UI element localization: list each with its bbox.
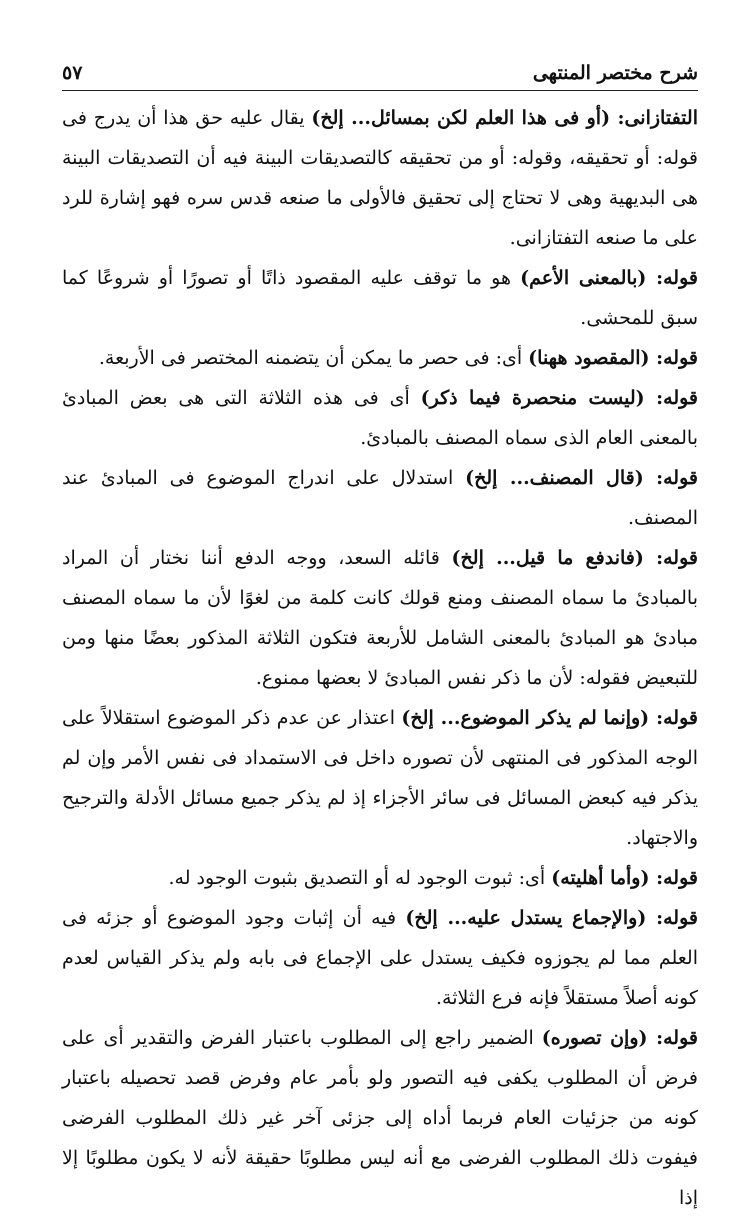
quoted-phrase: (قال المصنف... إلخ) xyxy=(465,467,644,489)
quoted-phrase: (المقصود ههنا) xyxy=(528,347,650,369)
paragraph-lead: قوله: xyxy=(644,387,699,409)
paragraph-lead: قوله: xyxy=(649,707,698,729)
paragraph-lead: قوله: xyxy=(646,907,698,929)
paragraph-text: استدلال على اندراج الموضوع فى المبادئ عند المصنف. xyxy=(62,467,698,529)
paragraph-author-said xyxy=(62,458,698,538)
header-rule xyxy=(62,90,698,91)
paragraph-text: الضمير راجع إلى المطلوب باعتبار الفرض والتقدير أى على فرض أن المطلوب يكفى فيه التصور ولو بأمر عام وفرض قصد تحصيله باعتبار كونه من جزئيات العام فربما أداه إلى جزئى آخر غير ذلك المطلوب الفرضى فيفوت ذلك المطلوب الفرضى مع أنه ليس مطلوبًا حقيقة لأنه لا يكون مطلوبًا إلا إذا xyxy=(62,1027,698,1209)
paragraph-conception xyxy=(62,1018,698,1218)
paragraph-text: هو ما توقف عليه المقصود ذاتًا أو تصورًا أو شروعًا كما سبق للمحشى. xyxy=(62,267,698,329)
paragraph-lead: قوله: xyxy=(643,467,698,489)
paragraph-lead: قوله: xyxy=(646,267,698,289)
paragraph-lead: التفتازانى: xyxy=(610,107,698,129)
paragraph-eligibility xyxy=(62,858,698,898)
quoted-phrase: (وإن تصوره) xyxy=(541,1027,648,1049)
quoted-phrase: (أو فى هذا العلم لكن بمسائل... إلخ) xyxy=(311,107,611,129)
page-header xyxy=(62,60,698,90)
quoted-phrase: (ليست منحصرة فيما ذكر) xyxy=(420,387,645,409)
running-title: شرح مختصر المنتهى xyxy=(532,62,698,84)
paragraph-text: فيه أن إثبات وجود الموضوع أو جزئه فى العلم مما لم يجوزوه فكيف يستدل على الإجماع فى بابه ولم يذكر القياس لعدم كونه أصلاً مستقلاً فإنه فرع الثلاثة. xyxy=(62,907,698,1009)
paragraph-not-restricted xyxy=(62,378,698,458)
page-number: ٥٧ xyxy=(62,62,83,84)
quoted-phrase: (فاندفع ما قيل... إلخ) xyxy=(451,547,644,569)
quoted-phrase: (وإنما لم يذكر الموضوع... إلخ) xyxy=(401,707,650,729)
quoted-phrase: (بالمعنى الأعم) xyxy=(520,267,647,289)
paragraph-intended-here xyxy=(62,338,698,378)
quoted-phrase: (والإجماع يستدل عليه... إلخ) xyxy=(405,907,647,929)
paragraph-taftazani xyxy=(62,98,698,258)
commentary-body xyxy=(62,98,698,1218)
paragraph-consensus xyxy=(62,898,698,1018)
paragraph-general-meaning xyxy=(62,258,698,338)
paragraph-lead: قوله: xyxy=(647,1027,698,1049)
paragraph-objection-repelled xyxy=(62,538,698,698)
paragraph-text: يقال عليه حق هذا أن يدرج فى قوله: أو تحقيقه، وقوله: أو من تحقيقه كالتصديقات البينة فيه أن التصديقات البينة هى البديهية وهى لا تحتاج إلى تحقيق فالأولى ما صنعه قدس سره فهو إشارة للرد على ما صنعه التفتازانى. xyxy=(62,107,698,249)
paragraph-text: أى: فى حصر ما يمكن أن يتضمنه المختصر فى الأربعة. xyxy=(98,347,529,369)
paragraph-lead: قوله: xyxy=(649,347,698,369)
paragraph-text: أى: ثبوت الوجود له أو التصديق بثبوت الوجود له. xyxy=(168,867,552,889)
paragraph-text: أى فى هذه الثلاثة التى هى بعض المبادئ بالمعنى العام الذى سماه المصنف بالمبادئ. xyxy=(62,387,698,449)
paragraph-subject-not-mentioned xyxy=(62,698,698,858)
paragraph-lead: قوله: xyxy=(649,867,698,889)
paragraph-text: اعتذار عن عدم ذكر الموضوع استقلالاً على الوجه المذكور فى المنتهى لأن تصوره داخل فى الاستمداد فى نفس الأمر وإن لم يذكر فيه كبعض المسائل فى سائر الأجزاء إذ لم يذكر جميع مسائل الأدلة والترجيح والاجتهاد. xyxy=(62,707,698,849)
paragraph-lead: قوله: xyxy=(643,547,698,569)
quoted-phrase: (وأما أهليته) xyxy=(551,867,650,889)
paragraph-text: قائله السعد، ووجه الدفع أننا نختار أن المراد بالمبادئ ما سماه المصنف ومنع قولك كانت كلمة من لغوًا لأن ما سماه المصنف مبادئ هو المبادئ بالمعنى الشامل للأربعة فتكون الثلاثة المذكور بعضًا منها ومن للتبعيض فقوله: لأن ما ذكر نفس المبادئ لا بعضها ممنوع. xyxy=(62,547,698,689)
